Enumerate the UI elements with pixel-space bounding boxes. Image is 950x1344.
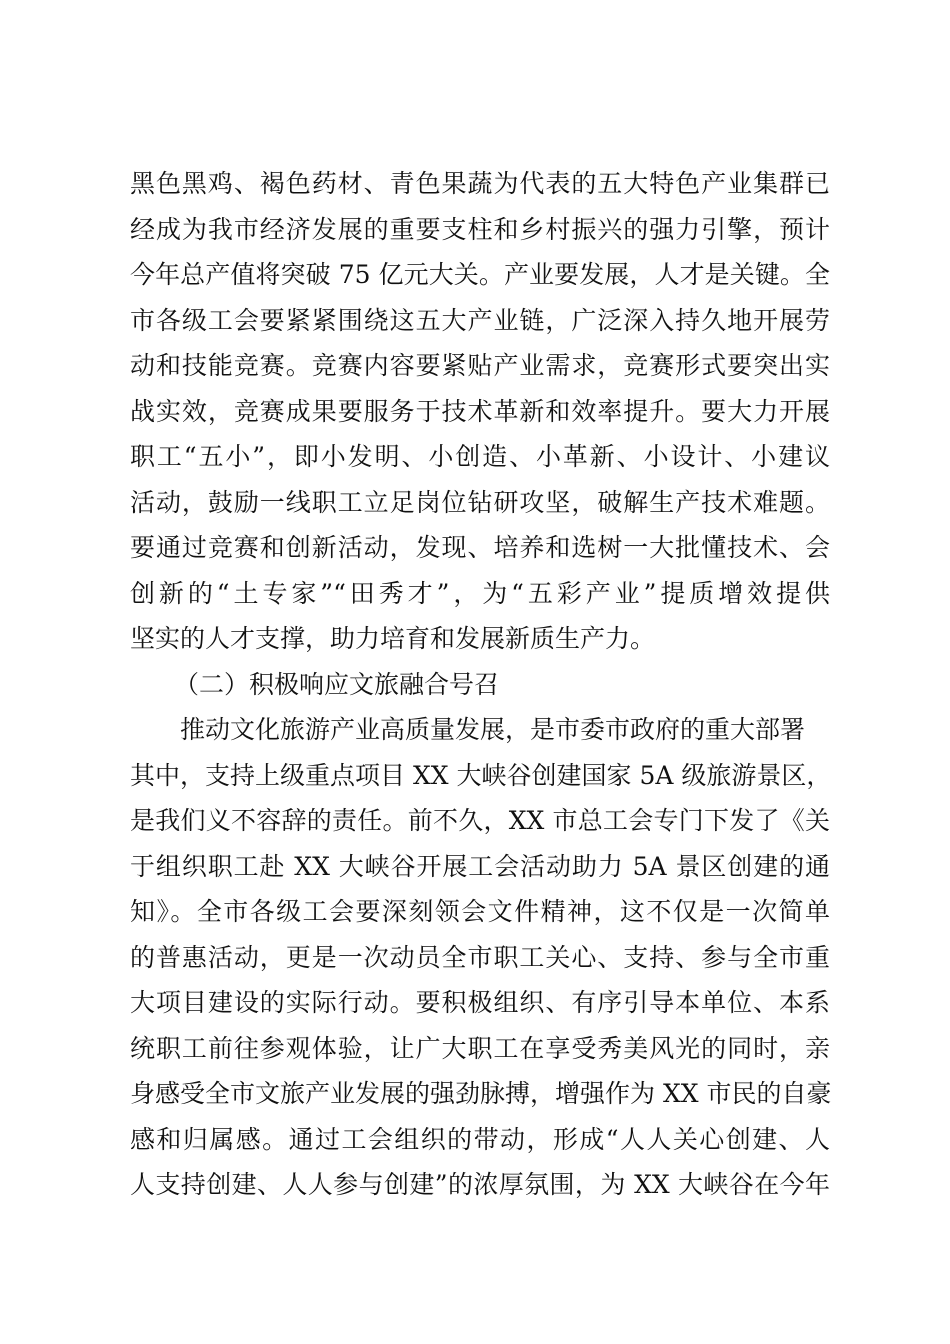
text-line: 动和技能竞赛。竞赛内容要紧贴产业需求，竞赛形式要突出实 xyxy=(130,351,830,380)
text-line: 的普惠活动，更是一次动员全市职工关心、支持、参与全市重 xyxy=(130,942,830,972)
text-line: 其中，支持上级重点项目 XX 大峡谷创建国家 5A 级旅游景区， xyxy=(130,760,832,790)
text-line: 经成为我市经济发展的重要支柱和乡村振兴的强力引擎，预计 xyxy=(130,214,830,244)
text-line: 知》。全市各级工会要深刻领会文件精神，这不仅是一次简单 xyxy=(130,897,830,926)
text-line: 市各级工会要紧紧围绕这五大产业链，广泛深入持久地开展劳 xyxy=(130,305,830,335)
text-line: 黑色黑鸡、褐色药材、青色果蔬为代表的五大特色产业集群已 xyxy=(130,169,830,198)
text-line: 感和归属感。通过工会组织的带动，形成“人人关心创建、人 xyxy=(130,1124,830,1154)
text-line: 推动文化旅游产业高质量发展，是市委市政府的重大部署 xyxy=(130,715,806,744)
text-line: 职工“五小”，即小发明、小创造、小革新、小设计、小建议 xyxy=(130,442,830,471)
paragraph-industry-talent xyxy=(130,161,830,662)
text-line: 是我们义不容辞的责任。前不久，XX 市总工会专门下发了《关 xyxy=(130,806,830,835)
text-line: 今年总产值将突破 75 亿元大关。产业要发展，人才是关键。全 xyxy=(130,260,830,289)
text-line: 要通过竞赛和创新活动，发现、培养和选树一大批懂技术、会 xyxy=(130,533,830,562)
document-body xyxy=(130,161,830,1208)
text-line: 人支持创建、人人参与创建”的浓厚氛围，为 XX 大峡谷在今年 xyxy=(130,1170,830,1199)
text-line: 活动，鼓励一线职工立足岗位钻研攻坚，破解生产技术难题。 xyxy=(130,487,830,517)
text-line: 坚实的人才支撑，助力培育和发展新质生产力。 xyxy=(130,624,656,653)
text-line: 大项目建设的实际行动。要积极组织、有序引导本单位、本系 xyxy=(130,988,830,1017)
text-line: 身感受全市文旅产业发展的强劲脉搏，增强作为 XX 市民的自豪 xyxy=(130,1079,832,1108)
section-heading: （二）积极响应文旅融合号召 xyxy=(174,669,500,699)
text-line: 统职工前往参观体验，让广大职工在享受秀美风光的同时，亲 xyxy=(130,1033,830,1063)
text-line: 于组织职工赴 XX 大峡谷开展工会活动助力 5A 景区创建的通 xyxy=(130,851,830,881)
text-line: 战实效，竞赛成果要服务于技术革新和效率提升。要大力开展 xyxy=(130,396,830,426)
paragraph-culture-tourism xyxy=(130,707,830,1208)
text-line: 创新的“土专家”“田秀才”，为“五彩产业”提质增效提供 xyxy=(130,578,830,608)
